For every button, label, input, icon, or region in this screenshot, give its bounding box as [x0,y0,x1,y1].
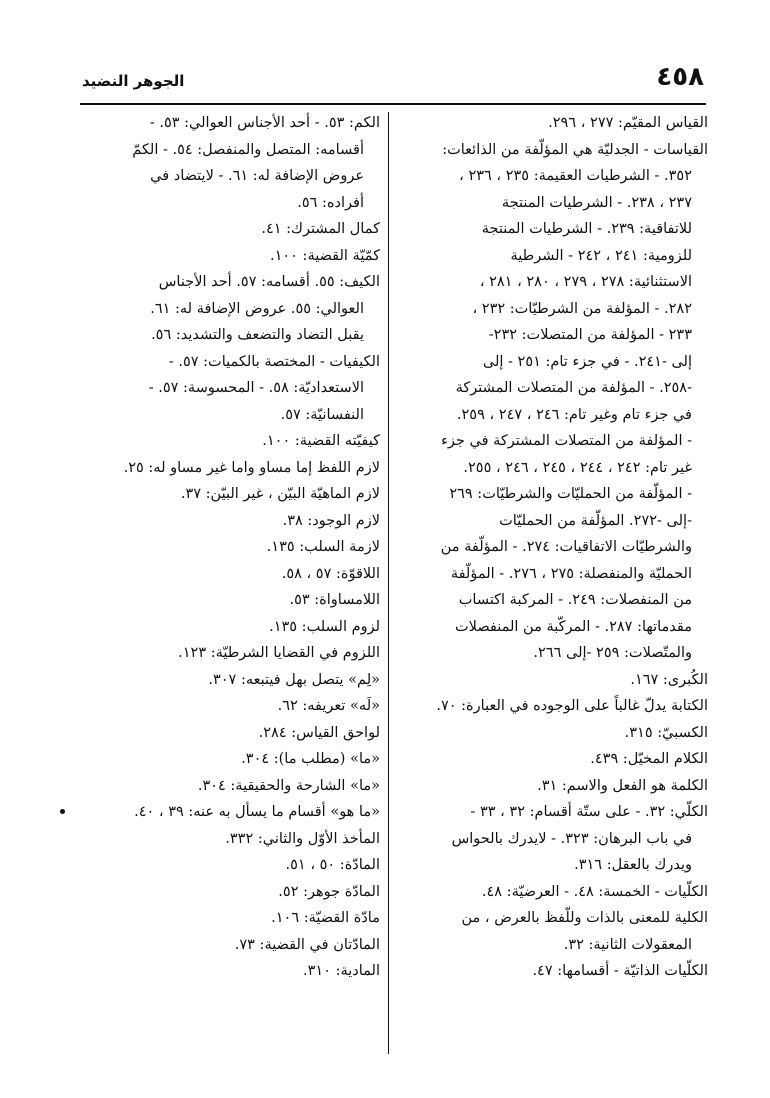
index-entry: كمّيّة القضية: ١٠٠. [269,247,380,264]
left-column [80,110,380,985]
index-entry: كيفيّته القضية: ١٠٠. [262,433,380,449]
index-entry: الكلية للمعنى بالذات وللّفظ بالعرض ، من [461,910,708,926]
index-entry-continuation: النفسانيّة: ٥٧. [280,406,364,423]
index-entry: اللاقوّة: ٥٧ ، ٥٨. [281,565,380,582]
index-entry-continuation: في باب البرهان: ٣٢٣. - لايدرك بالحواس [451,830,692,847]
index-entry: الكيفيات - المختصة بالكميات: ٥٧. - [168,353,380,370]
index-entry: المادية: ٣١٠. [303,963,380,979]
index-entry: اللزوم في القضايا الشرطيّة: ١٢٣. [178,645,380,661]
index-entry-continuation: يقبل التضاد والتضعف والتشديد: ٥٦. [151,327,364,343]
index-entry: المادّة: ٥٠ ، ٥١. [285,857,380,873]
index-entry-continuation: ويدرك بالعقل: ٣١٦. [574,857,692,873]
index-entry: «ما» الشارحة والحقيقية: ٣٠٤. [197,777,380,794]
index-entry-continuation: ٢٣٧ ، ٢٣٨. - الشرطيات المنتجة [501,194,692,211]
index-entry-continuation: والشرطيّات الاتفاقيات: ٢٧٤. - المؤلّفة من [440,539,692,555]
index-entry-continuation: ٣٥٢. - الشرطيات العقيمة: ٢٣٥ ، ٢٣٦ ، [459,168,692,184]
index-entry-continuation: في جزء تام وغير تام: ٢٤٦ ، ٢٤٧ ، ٢٥٩. [456,406,692,423]
index-entry-continuation: والمتّصلات: ٢٥٩ -إلى ٢٦٦. [533,645,692,661]
index-entry-continuation: الحمليّة والمنفصلة: ٢٧٥ ، ٢٧٦. - المؤلّفة [450,565,692,582]
index-entry-continuation: - المؤلّفة من الحمليّات والشرطيّات: ٢٦٩ [449,486,692,502]
margin-mark [60,809,65,814]
index-entry-continuation: - المؤلفة من المتصلات المشتركة في جزء [441,433,692,449]
index-entry: لازم اللفظ إما مساو واما غير مساو له: ٢٥. [123,459,380,476]
index-entry: «لَه» تعريفه: ٦٢. [277,698,380,714]
index-entry-continuation: عروض الإضافة له: ٦١. - لايتضاد في [150,168,364,184]
index-entry: القياس المقيّم: ٢٧٧ ، ٢٩٦. [548,115,708,131]
index-entry-continuation: للاتفاقية: ٢٣٩. - الشرطيات المنتجة [481,221,692,237]
index-entry: الكُبرى: ١٦٧. [630,671,708,688]
index-entry: «ما هو» أقسام ما يسأل به عنه: ٣٩ ، ٤٠. [134,804,380,820]
index-entry: المادّة جوهر: ٥٢. [278,883,380,900]
index-entry-continuation: الاستثنائية: ٢٧٨ ، ٢٧٩ ، ٢٨٠ ، ٢٨١ ، [479,274,692,290]
index-entry-continuation: غير تام: ٢٤٢ ، ٢٤٤ ، ٢٤٥ ، ٢٤٦ ، ٢٥٥. [463,459,692,476]
index-entry: لواحق القياس: ٢٨٤. [258,724,380,741]
index-entry-continuation: الاستعداديّة: ٥٨. - المحسوسة: ٥٧. - [148,380,364,396]
index-entry-continuation: إلى -٢٤١. - في جزء تام: ٢٥١ - إلى [482,353,692,370]
index-entry-continuation: للزومية: ٢٤١ ، ٢٤٢ - الشرطية [510,247,692,264]
index-entry: الكم: ٥٣. - أحد الأجناس العوالي: ٥٣. - [149,115,380,131]
index-entry: لزوم السلب: ١٣٥. [269,618,380,635]
index-entry: لازم الماهيّة البيّن ، غير البيّن: ٣٧. [180,486,380,502]
index-entry-continuation: من المنفصلات: ٢٤٩. - المركبة اكتساب [458,592,692,608]
index-entry: كمال المشترك: ٤١. [261,221,380,237]
index-entry-continuation: -٢٥٨. - المؤلفة من المتصلات المشتركة [455,380,692,396]
header-rule [80,103,706,105]
index-entry-continuation: المعقولات الثانية: ٣٢. [563,936,692,953]
index-entry: المادّتان في القضية: ٧٣. [234,936,380,953]
index-entry: لازمة السلب: ١٣٥. [266,539,380,555]
index-entry: «ما» (مطلب ما): ٣٠٤. [241,751,380,767]
index-entry-continuation: ٢٨٢. - المؤلفة من الشرطيّات: ٢٣٢ ، [472,300,692,317]
index-entry-continuation: أفراده: ٥٦. [297,194,364,211]
index-entry-continuation: ٢٣٣ - المؤلفة من المتصلات: ٢٣٢- [488,327,692,343]
index-entry: الكلّي: ٣٢. - على ستّة أقسام: ٣٢ ، ٣٣ - [470,804,708,820]
index-entry-continuation: العوالي: ٥٥. عروض الإضافة له: ٦١. [150,300,364,317]
index-entry: الكلّيات الذاتيّة - أقسامها: ٤٧. [532,963,708,979]
index-entry: لازم الوجود: ٣٨. [282,512,380,529]
index-entry: الكسبيّ: ٣١٥. [624,724,708,741]
page-number: ٤٥٨ [656,62,704,92]
column-divider [388,112,389,1054]
index-entry: اللامساواة: ٥٣. [289,592,380,608]
index-entry: الكلام المخيّل: ٤٣٩. [590,751,708,767]
index-entry-continuation: أقسامه: المتصل والمنفصل: ٥٤. - الكمّ [132,141,364,158]
index-entry: الكلّيات - الخمسة: ٤٨. - العرضيّة: ٤٨. [481,883,708,900]
index-entry: مادّة القضيّة: ١٠٦. [271,910,380,926]
index-entry-continuation: مقدماتها: ٢٨٧. - المركّبة من المنفصلات [455,618,692,635]
right-column [398,110,708,985]
index-entry: الكلمة هو الفعل والاسم: ٣١. [537,777,708,794]
index-entry: المأخذ الأوّل والثاني: ٣٣٢. [225,830,380,847]
index-entry: «لِم» يتصل بهل فيتبعه: ٣٠٧. [208,671,380,688]
index-entry: الكيف: ٥٥. أقسامه: ٥٧. أحد الأجناس [158,274,380,290]
index-entry: القياسات - الجدليّة هي المؤلّفة من الذائعات: [442,141,708,158]
running-title: الجوهر النضيد [82,72,185,90]
index-entry: الكتابة يدلّ غالباً على الوجوده في العبارة: ٧٠. [436,698,708,714]
index-entry-continuation: -إلى -٢٧٢. المؤلّفة من الحمليّات [499,512,692,529]
